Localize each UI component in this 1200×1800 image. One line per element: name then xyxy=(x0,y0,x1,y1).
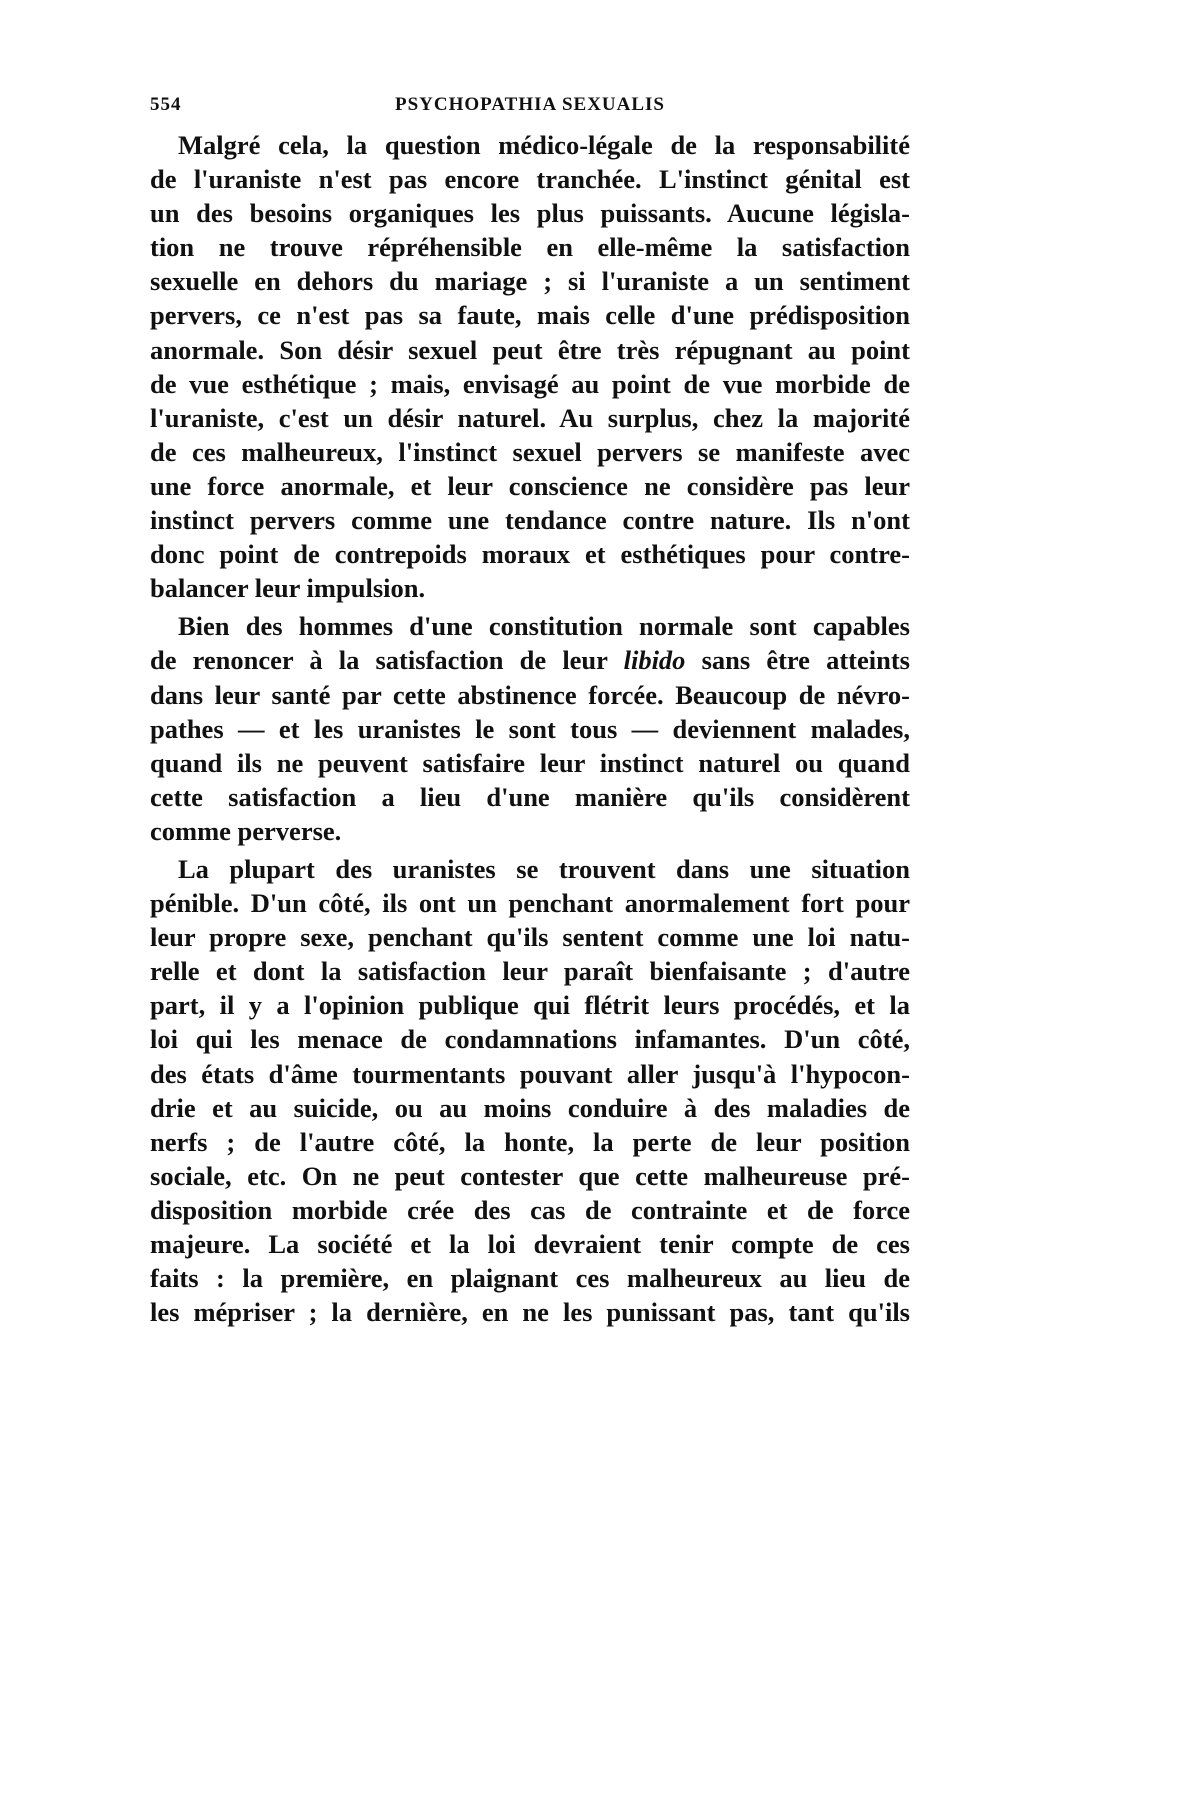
paragraph xyxy=(150,852,910,1329)
text-line: de renoncer à la satisfaction de leur libido sans être atteints xyxy=(150,645,910,676)
text-line: nerfs ; de l'autre côté, la honte, la perte de leur position xyxy=(150,1126,910,1157)
text-line: instinct pervers comme une tendance contre nature. Ils n'ont xyxy=(150,505,910,536)
text-line: majeure. La société et la loi devraient tenir compte de ces xyxy=(150,1229,910,1259)
text-line: un des besoins organiques les plus puissants. Aucune législa- xyxy=(150,198,910,229)
text-line: dans leur santé par cette abstinence forcée. Beaucoup de névro- xyxy=(150,679,910,710)
text-line: part, il y a l'opinion publique qui flétrit leurs procédés, et la xyxy=(150,990,910,1021)
text-line: drie et au suicide, ou au moins conduire à des maladies de xyxy=(150,1092,910,1123)
paragraph xyxy=(150,128,910,605)
text-line: pénible. D'un côté, ils ont un penchant anormalement fort pour xyxy=(150,888,910,919)
text-line: de ces malheureux, l'instinct sexuel pervers se manifeste avec xyxy=(150,436,910,467)
text-line: cette satisfaction a lieu d'une manière qu'ils considèrent xyxy=(150,781,910,812)
italic-term: libido xyxy=(623,645,686,676)
text-line: tion ne trouve répréhensible en elle-même la satisfaction xyxy=(150,232,910,263)
text-line: des états d'âme tourmentants pouvant aller jusqu'à l'hypocon- xyxy=(150,1058,910,1089)
text-line: comme perverse. xyxy=(150,815,342,846)
text-line: pathes — et les uranistes le sont tous — deviennent malades, xyxy=(150,713,910,744)
text-line: sociale, etc. On ne peut contester que cette malheureuse pré- xyxy=(150,1160,910,1191)
text-line: La plupart des uranistes se trouvent dans une situation xyxy=(178,853,910,884)
text-line: donc point de contrepoids moraux et esthétiques pour contre- xyxy=(150,539,910,570)
page-number: 554 xyxy=(150,94,182,115)
text-line: les mépriser ; la dernière, en ne les punissant pas, tant qu'ils xyxy=(150,1297,910,1328)
text-line: relle et dont la satisfaction leur paraît bienfaisante ; d'autre xyxy=(150,956,910,987)
running-head xyxy=(150,94,910,124)
text-line: sexuelle en dehors du mariage ; si l'uraniste a un sentiment xyxy=(150,266,910,297)
text-line: anormale. Son désir sexuel peut être très répugnant au point xyxy=(150,334,910,365)
running-title: PSYCHOPATHIA SEXUALIS xyxy=(395,94,665,115)
text-line: de vue esthétique ; mais, envisagé au point de vue morbide de xyxy=(150,368,910,399)
paragraph xyxy=(150,609,910,848)
text-line: une force anormale, et leur conscience ne considère pas leur xyxy=(150,470,910,501)
text-line: faits : la première, en plaignant ces malheureux au lieu de xyxy=(150,1263,910,1294)
text-line: pervers, ce n'est pas sa faute, mais celle d'une prédisposition xyxy=(150,300,910,331)
text-line: loi qui les menace de condamnations infamantes. D'un côté, xyxy=(150,1024,910,1055)
text-line: balancer leur impulsion. xyxy=(150,573,426,604)
text-line: Malgré cela, la question médico-légale de la responsabilité xyxy=(178,130,910,160)
text-line: leur propre sexe, penchant qu'ils sentent comme une loi natu- xyxy=(150,922,910,953)
text-line: Bien des hommes d'une constitution normale sont capables xyxy=(178,611,910,642)
body-text xyxy=(150,128,910,1329)
text-line: de l'uraniste n'est pas encore tranchée. L'instinct génital est xyxy=(150,164,910,195)
text-line: l'uraniste, c'est un désir naturel. Au surplus, chez la majorité xyxy=(150,402,910,433)
text-line: quand ils ne peuvent satisfaire leur instinct naturel ou quand xyxy=(150,747,910,778)
text-line: disposition morbide crée des cas de contrainte et de force xyxy=(150,1194,910,1225)
